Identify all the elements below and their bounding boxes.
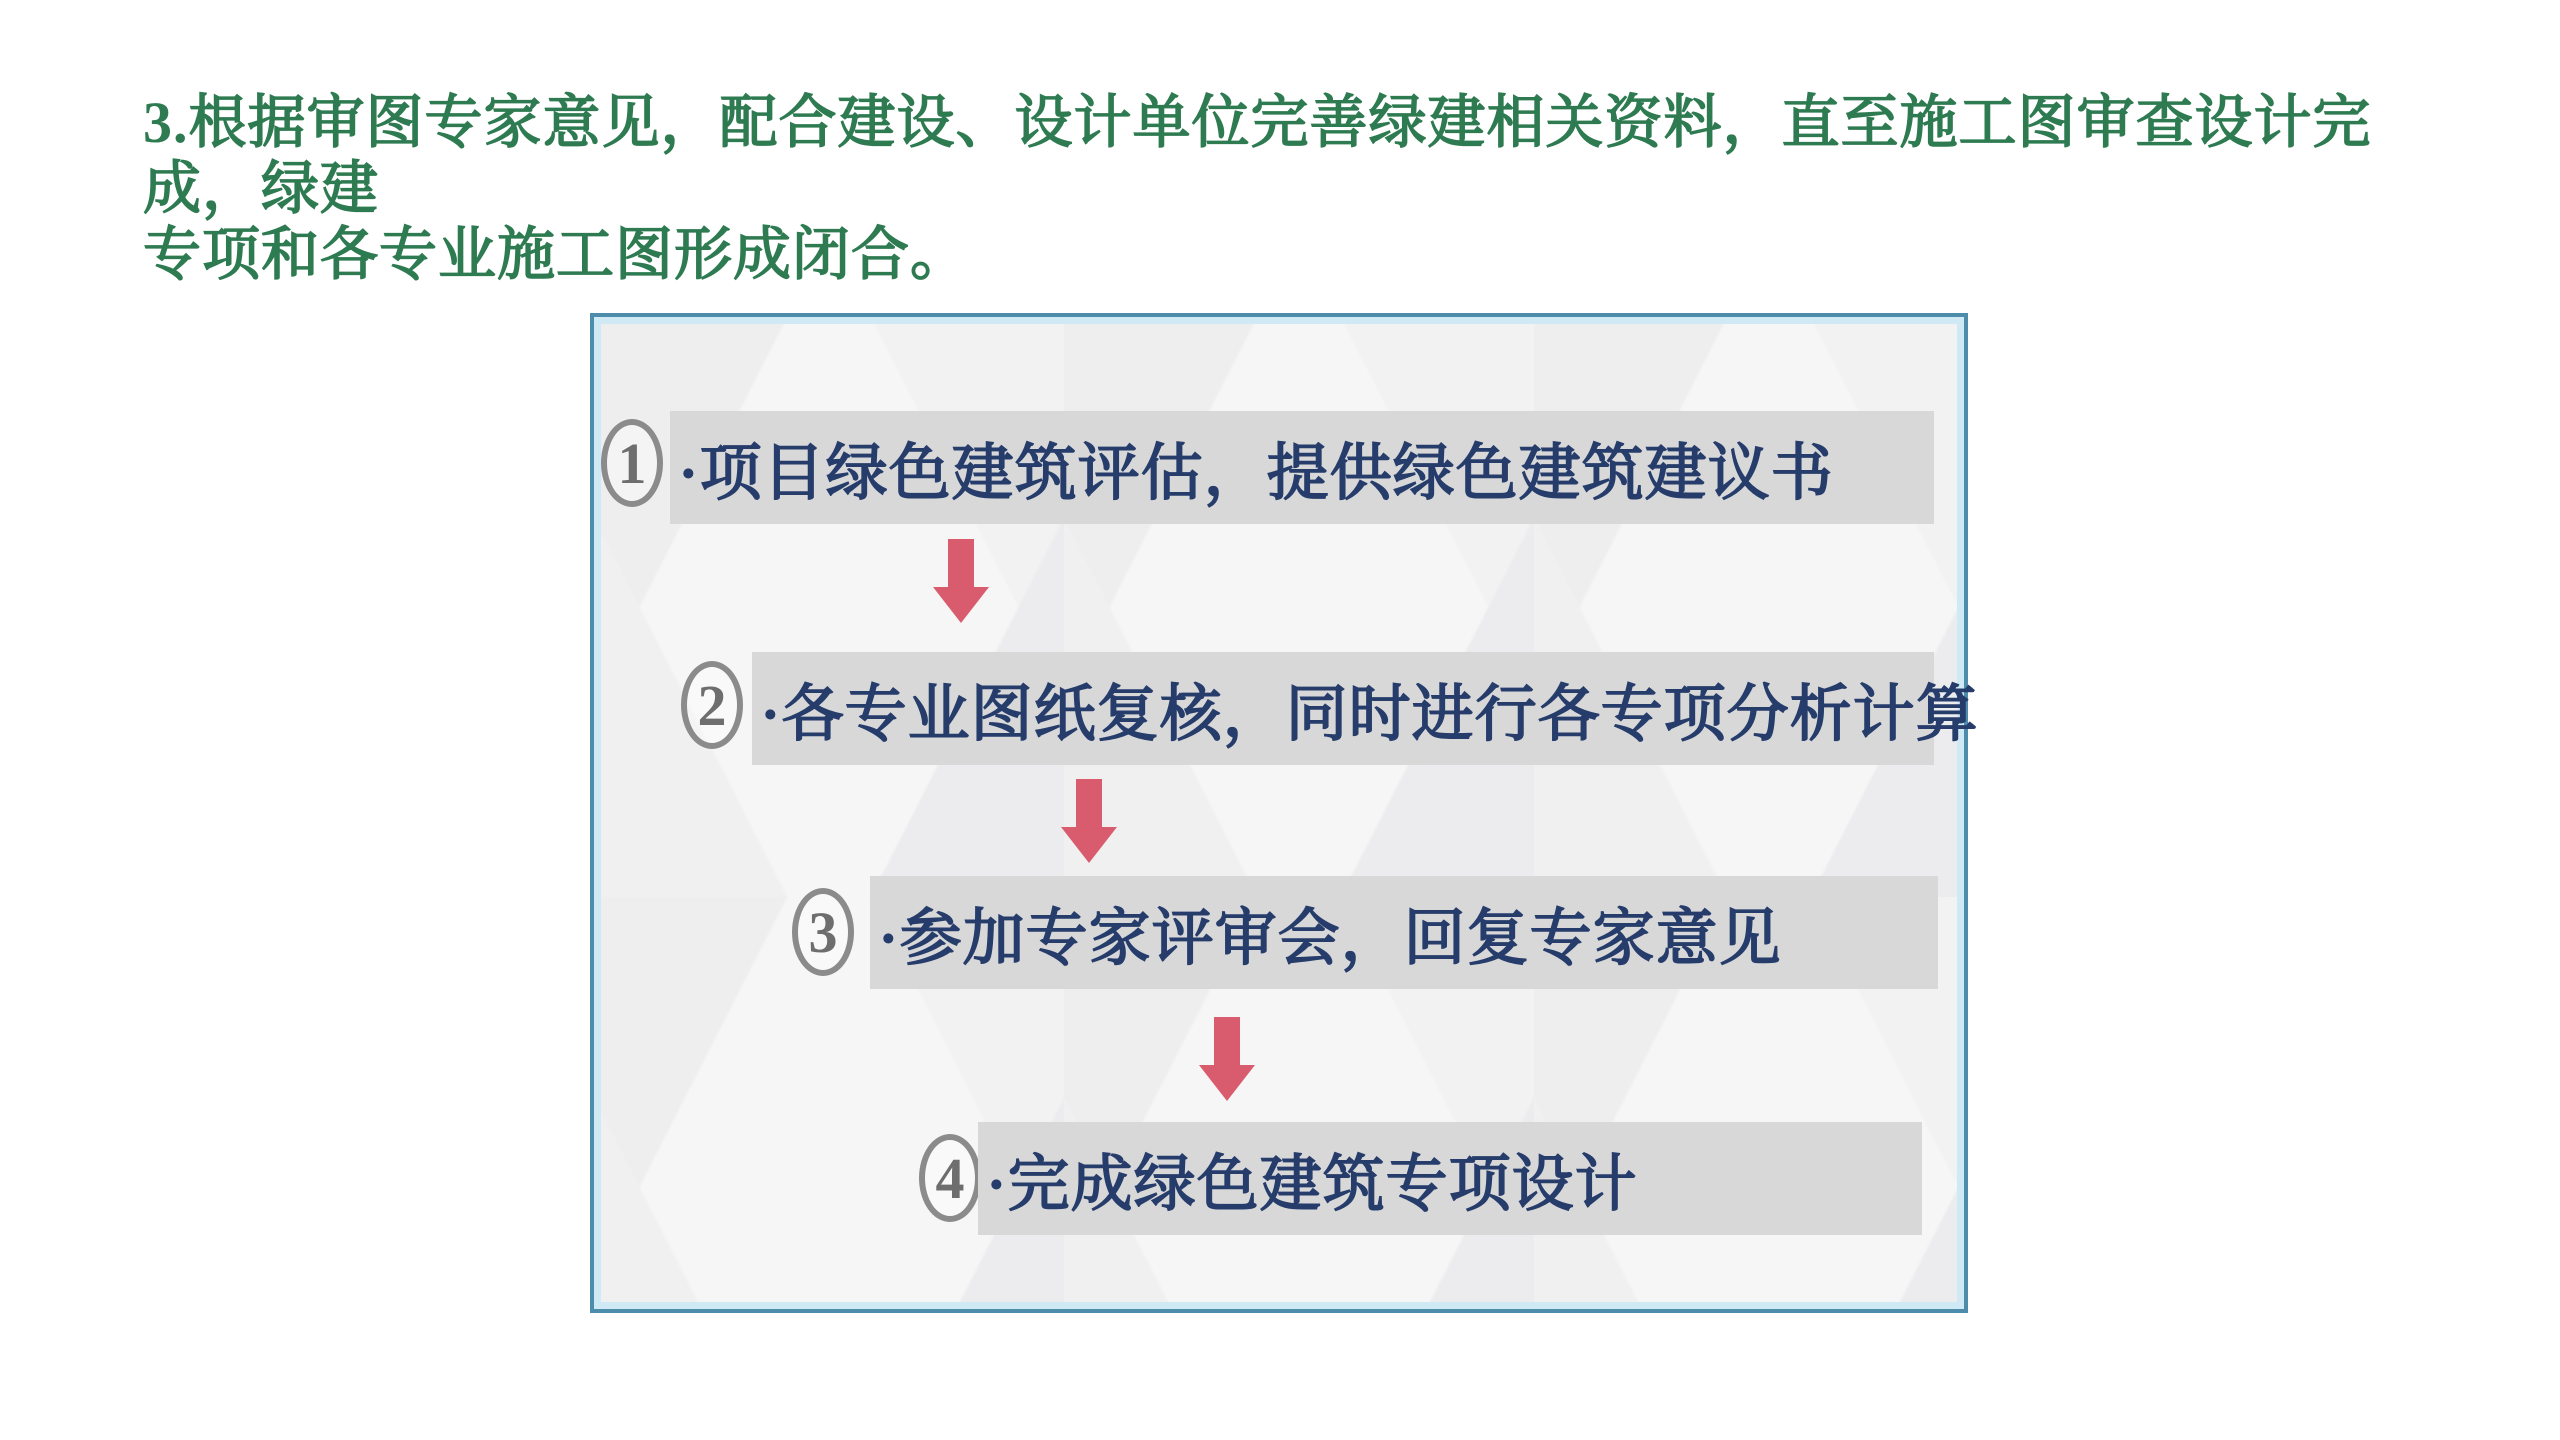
down-arrow-icon — [933, 539, 989, 623]
step-4-number-badge: 4 — [919, 1134, 981, 1222]
step-2-number-badge: 2 — [681, 661, 743, 749]
step-1-label: ·项目绿色建筑评估，提供绿色建筑建议书 — [678, 440, 1834, 508]
heading-line-2: 专项和各专业施工图形成闭合。 — [143, 222, 970, 288]
arrow-head — [1199, 1065, 1255, 1101]
down-arrow-icon — [1199, 1017, 1255, 1101]
step-3-label: ·参加专家评审会，回复专家意见 — [878, 905, 1782, 973]
flow-diagram — [590, 313, 1979, 1313]
step-3-number-badge: 3 — [792, 888, 854, 976]
page-title — [143, 90, 2483, 288]
arrow-stem — [1214, 1017, 1240, 1065]
step-2-label: ·各专业图纸复核，同时进行各专项分析计算 — [760, 681, 1979, 749]
step-1-banner — [670, 411, 1934, 524]
arrow-head — [1061, 827, 1117, 863]
step-2-banner — [752, 652, 1979, 765]
down-arrow-icon — [1061, 779, 1117, 863]
step-4-banner — [978, 1122, 1922, 1235]
step-3-banner — [870, 876, 1938, 989]
arrow-stem — [1076, 779, 1102, 827]
arrow-stem — [948, 539, 974, 587]
step-4-label: ·完成绿色建筑专项设计 — [986, 1151, 1638, 1219]
arrow-head — [933, 587, 989, 623]
step-1-number-badge: 1 — [601, 419, 663, 507]
heading-line-1: 3.根据审图专家意见，配合建设、设计单位完善绿建相关资料，直至施工图审查设计完成，绿建 — [143, 90, 2372, 222]
